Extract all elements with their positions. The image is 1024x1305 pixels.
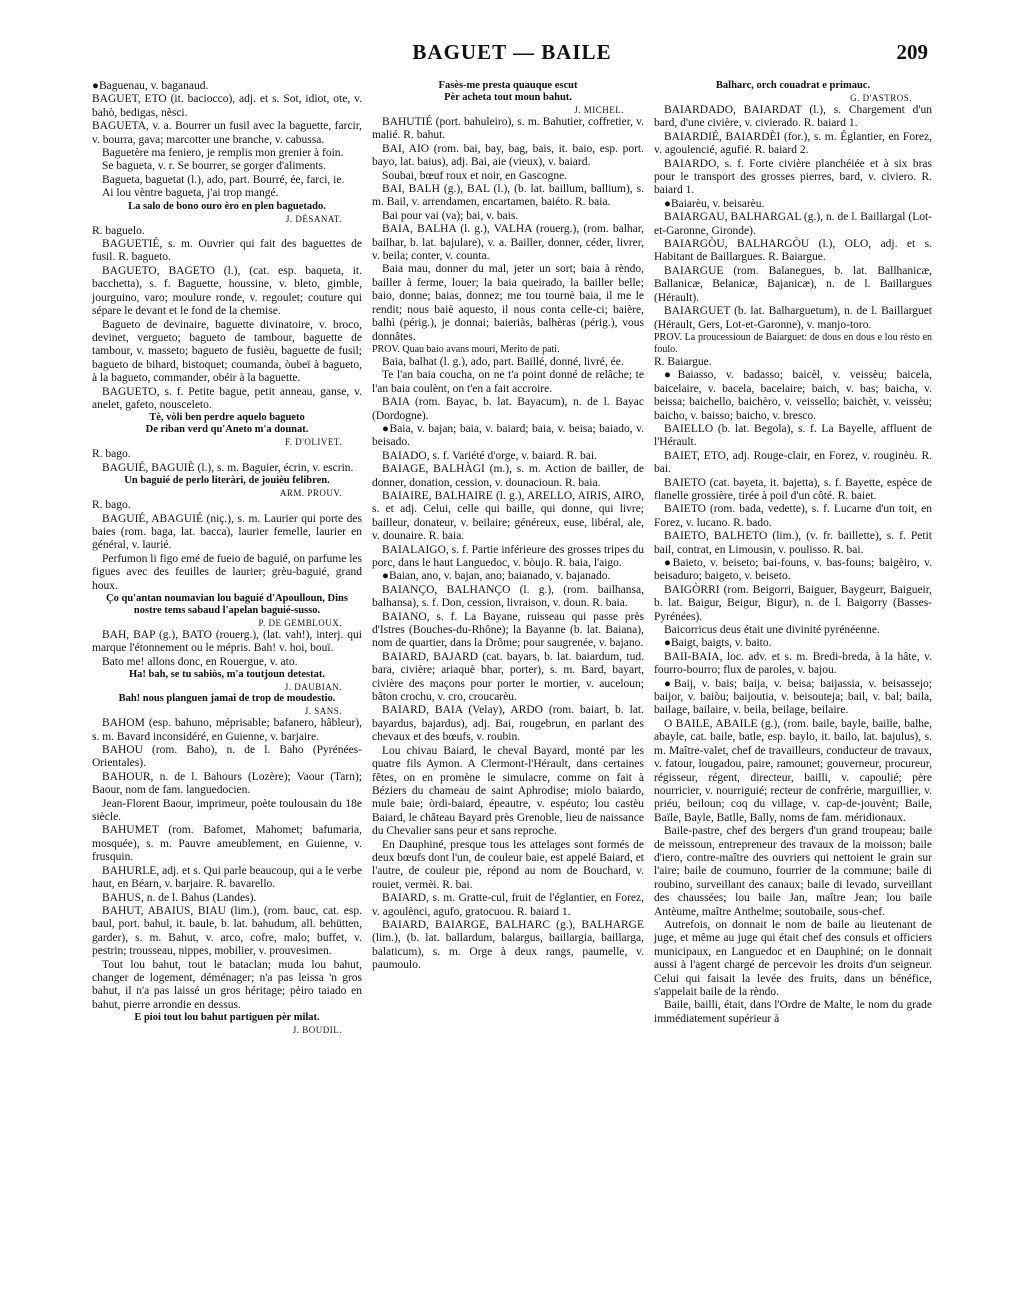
dictionary-entry: BAGUIÉ, ABAGUIÉ (niç.), s. m. Laurier qui porte des baies (rom. baga, lat. bacca), laurier femelle, laurier en général, v. laurié.	[92, 512, 362, 552]
dictionary-entry: BAHOU (rom. Baho), n. de l. Baho (Pyrénées-Orientales).	[92, 744, 362, 770]
page-header	[0, 40, 1024, 70]
dictionary-entry: ●Baiasso, v. badasso; baicèl, v. veissèu; baicela, baicelaire, v. bacela, bacelaire; baich, v. bas; baicha, v. beissa; baichello, baichèro, v. veissello; baichèt, v. veissèu; baicho, v. baisso; baicho, v. bresco.	[654, 369, 932, 422]
dictionary-entry: R. baguelo.	[92, 224, 145, 237]
citation-verse: Fasès-me presta quauque escut	[438, 80, 578, 91]
dictionary-entry: BAGUET, ETO (it. baciocco), adj. et s. Sot, idiot, ote, v. bahò, bedigas, nèsci.	[92, 93, 362, 119]
dictionary-entry: BAH, BAP (g.), BATO (rouerg.), (lat. vah!), interj. qui marque l'étonnement ou le mépris. Bah! v. hoi, bouï.	[92, 629, 362, 655]
dictionary-entry: Bagueto de devinaire, baguette divinatoire, v. broco, devinet, vergueto; bagueto de tambour, baguette de tambour, v. masseto; bagueto de fusièu, baguette de fusil; bagueto de bihard, bistoquet; coumanda, òubeï à bagueto, à la bagueto, commander, obéir à la baguette.	[92, 318, 362, 385]
dictionary-entry: BAIARDO, s. f. Forte civière planchéiée et à six bras pour le transport des grosses pierres, bard, v. civiero. R. baiard 1.	[654, 157, 932, 197]
dictionary-entry: Se bagueta, v. r. Se bourrer, se gorger d'aliments.	[102, 160, 326, 173]
dictionary-entry: BAIARD, BAIA (Velay), ARDO (rom. baiart, b. lat. bayardus, bajardus), adj. Bai, rougebrun, en parlant des chevaux et des bœufs, v. roubin.	[372, 704, 644, 744]
citation-author: ARM. PROUV.	[279, 488, 342, 499]
dictionary-entry: BAII-BAIA, loc. adv. et s. m. Bredi-breda, à la hâte, v. fourro-bourro; flux de paroles, v. bajou.	[654, 650, 932, 677]
citation-author: J. DAUBIAN.	[284, 682, 342, 693]
dictionary-entry: BAIA, BALHA (l. g.), VALHA (rouerg.), (rom. balhar, bailhar, b. lat. bajulare), v. a. Bailler, donner, céder, livrer, v. beila; conter, v. counta.	[372, 223, 644, 263]
dictionary-entry: O BAILE, ABAILE (g.), (rom. baile, bayle, baille, balhe, abayle, cat. baile, batle, esp. baylo, it. bailo, lat. bajulus), s. m. Maître-valet, chef de travailleurs, conducteur de travaux, v. fatour, lougadou, paire, ramounet; gouverneur, procureur, régisseur, régent, directeur, bailli, v. capoulié; père nourricier, v. nourriguié; recteur de confrérie, marguillier, v. priéu, beiloun; coq du village, v. cap-de-jouvènt; Baile, Baïle, Bayle, Batlle, Bally, noms de fam. méridionaux.	[654, 717, 932, 824]
dictionary-entry: Baile-pastre, chef des bergers d'un grand troupeau; baile de meissoun, entrepreneur des travaux de la moisson; baile d'iero, contre-maître des ouvriers qui nettoient le grain sur l'aire; baile de coumuno, fourrier de la commune; baile di roubino, surveillant des canaux; baile di levado, surveillant des chaussées; lou baile Jan, maître Jean; lou baile Antèume, maître Anthelme; soutobaile, sous-chef.	[654, 825, 932, 918]
dictionary-entry: BAGUETA, v. a. Bourrer un fusil avec la baguette, farcir, v. bourra, gava; marcotter une branche, v. cabussa.	[92, 120, 362, 146]
dictionary-entry: BAIELLO (b. lat. Begola), s. f. La Bayelle, affluent de l'Hérault.	[654, 422, 932, 449]
dictionary-entry: BAIARGUE (rom. Balanegues, b. lat. Ballhanicæ, Ballanicæ, Belanicæ, Bajanicæ), n. de l. Baillargues (Hérault).	[654, 264, 932, 304]
dictionary-entry: Baia, balhat (l. g.), ado, part. Baillé, donné, livré, ée.	[382, 355, 624, 368]
citation-verse: La salo de bono ouro èro en plen baguetado.	[128, 200, 326, 212]
dictionary-entry: BAIGÒRRI (rom. Beigorri, Baiguer, Baygeurr, Baigueir, b. lat. Baigur, Beigur, Bigur), n. de l. Baigorry (Basses-Pyrénées).	[654, 583, 932, 623]
dictionary-entry: BAIETO (rom. bada, vedette), s. f. Lucarne d'un toit, en Forez, v. lucano. R. bado.	[654, 503, 932, 529]
dictionary-entry: ●Baij, v. bais; baija, v. beisa; baijassia, v. beisassejo; baijor, v. baiòu; baijoutia, v. beisouteja; bail, v. bal; baila, bailage, bailaire, v. beila, beilage, beilaire.	[654, 677, 932, 717]
dictionary-entry: Baile, bailli, était, dans l'Ordre de Malte, le nom du grade immédiatement supérieur à	[654, 999, 932, 1025]
dictionary-entry: ●Baia, v. bajan; baia, v. baiard; baia, v. beisa; baiado, v. beisado.	[372, 422, 644, 449]
citation-verse: Bah! nous planguen jamai de trop de moudestio.	[118, 693, 336, 705]
dictionary-entry: BAGUETO, s. f. Petite bague, petit anneau, ganse, v. anelet, gafeto, nousceleto.	[92, 385, 362, 411]
dictionary-entry: BAIARDADO, BAIARDAT (l.), s. Chargement d'un bard, d'une civière, v. civierado. R. baiard 1.	[654, 104, 932, 130]
dictionary-entry: BAIARDIÉ, BAIARDÈI (for.), s. m. Églantier, en Forez, v. agoulencié, agufié. R. baiard 2.	[654, 130, 932, 157]
dictionary-entry: ●Baian, ano, v. bajan, ano; baianado, v. bajanado.	[382, 570, 611, 583]
citation-verse: Ço qu'antan noumavian lou baguié d'Apoulloun, Dins nostre tems sabaud l'apelan baguié-susso.	[106, 593, 348, 616]
dictionary-entry: BAIETO, BALHETO (lim.), (v. fr. baillette), s. f. Petit bail, contrat, en Limousin, v. poulisso. R. bai.	[654, 530, 932, 556]
dictionary-entry: BAIARD, BAJARD (cat. bayars, b. lat. baiardum, tud. bara, civière; ariaquè bhar, porter), s. m. Bard, bayart, civière des maçons pour porter le mortier, v. auceloun; bâton crochu, v. cro, croucarèu.	[372, 650, 644, 704]
dictionary-entry: Perfumon li figo emé de fueio de baguié, on parfume les figues avec des feuilles de laurier; grèu-baguié, grand houx.	[92, 552, 362, 592]
column-left	[92, 80, 362, 1036]
citation-author: F. D'OLIVET.	[285, 437, 342, 448]
dictionary-entry: BAIA (rom. Bayac, b. lat. Bayacum), n. de l. Bayac (Dordogne).	[372, 396, 644, 422]
dictionary-entry: Bai pour vai (va); bai, v. bais.	[382, 209, 519, 222]
page-number: 209	[896, 40, 928, 64]
dictionary-entry: BAGUIÉ, BAGUIÈ (l.), s. m. Baguier, écrin, v. escrin.	[102, 461, 354, 474]
dictionary-entry: En Dauphiné, presque tous les attelages sont formés de deux bœufs dont l'un, de couleur baie, est appelé Baiard, et l'autre, de couleur pie, répond au nom de Bouchard, v. rouiet, vermèi. R. bai.	[372, 838, 644, 891]
dictionary-entry: Te l'an baia coucha, on ne t'a point donné de relâche; te l'an baia coulènt, on t'en a fait accroire.	[372, 369, 644, 395]
dictionary-entry: Baia mau, donner du mal, jeter un sort; baia à rèndo, bailler à ferme, louer; la baia queirado, la bailler belle; baio, donne; baias, donnez; me tou tournè baia, il me le rendit; nous baiè aquesto, il nous conta celle-ci; baière, balhì (périg.), je donnai; baieriàs, balhèras (périg.), vous donnâtes.	[372, 263, 644, 343]
citation-verse: Tè, vòli ben perdre aquelo bagueto	[149, 412, 305, 424]
dictionary-entry: ●Baguenau, v. baganaud.	[92, 80, 209, 92]
dictionary-entry: Tout lou bahut, tout le bataclan; muda lou bahut, changer de logement, déménager; n'a pas leissa 'n gros bahut, il n'a pas laissé un gros héritage; pèiro taiado en bahut, pierre arrondie en dessus.	[92, 958, 362, 1011]
dictionary-entry: BAIAIRE, BALHAIRE (l. g.), ARELLO, AIRIS, AIRO, s. et adj. Celui, celle qui baille, qui donne, qui livre; bailleur, donateur, v. beilaire; généreux, euse, libéral, ale, v. dounaire. R. baia.	[372, 489, 644, 543]
citation-author: J. MICHEL.	[574, 105, 624, 115]
running-head: BAGUET — BAILE	[412, 40, 612, 64]
dictionary-entry: BAIET, ETO, adj. Rouge-clair, en Forez, v. rouginèu. R. bai.	[654, 449, 932, 476]
dictionary-entry: Baicorricus deus était une divinité pyrénéenne.	[664, 624, 880, 637]
dictionary-entry: R. bago.	[92, 499, 131, 512]
dictionary-entry: BAI, BALH (g.), BAL (l.), (b. lat. baillum, ballium), s. m. Bail, v. arrendamen, encartamen, baiéto. R. baia.	[372, 183, 644, 209]
dictionary-entry: BAIADO, s. f. Variété d'orge, v. baiard. R. bai.	[382, 449, 597, 462]
citation-verse: Ha! bah, se tu sabiòs, m'a toutjoun detestat.	[128, 669, 325, 681]
dictionary-entry: Bato me! allons donc, en Rouergue, v. ato.	[102, 655, 298, 668]
citation-author: J. SANS.	[304, 706, 342, 717]
dictionary-entry: BAIARD, BAIARGE, BALHARC (g.), BALHARGE (lim.), (b. lat. ballardum, balargus, baillargia, baillarga, balaticum), s. m. Orge à deux rangs, paumelle, v. paumoulo.	[372, 918, 644, 972]
citation-verse: Balharc, orch couadrat e primauc.	[715, 80, 871, 91]
citation-author: J. BOUDIL.	[292, 1025, 342, 1036]
dictionary-entry: BAIANO, s. f. La Bayane, ruisseau qui passe près d'Istres (Bouches-du-Rhône); la Bayanne (b. lat. Baiana), nom de quartier, dans la Drôme; pour saugrenée, v. bajano.	[372, 610, 644, 650]
dictionary-entry: Jean-Florent Baour, imprimeur, poète toulousain du 18e siècle.	[92, 797, 362, 824]
dictionary-entry: BAGUETIÉ, s. m. Ouvrier qui fait des baguettes de fusil. R. bagueto.	[92, 238, 362, 264]
dictionary-entry: BAGUETO, BAGETO (l.), (cat. esp. baqueta, it. bacchetta), s. f. Baguette, houssine, v. bleto, gimble, jourguino, varo; moulure ronde, v. regoulet; couture qui sépare le devant et le fond de la chemise.	[92, 264, 362, 318]
dictionary-entry: BAIARGÒU, BALHARGÒU (l.), OLO, adj. et s. Habitant de Baillargues. R. Baiargue.	[654, 238, 932, 264]
citation-verse: De riban verd qu'Aneto m'a dounat.	[145, 424, 309, 436]
citation-author: G. D'ASTROS.	[850, 93, 912, 103]
dictionary-entry: BAHURLE, adj. et s. Qui parle beaucoup, qui a le verbe haut, en Béarn, v. barjaire. R. bavarello.	[92, 864, 362, 891]
column-middle	[372, 80, 644, 973]
dictionary-entry: Autrefois, on donnait le nom de baile au lieutenant de juge, et même au juge qui était chef des consuls et officiers municipaux, en Languedoc et en Dauphiné; on le donnait aussi à l'agent chargé de percevoir les droits d'un seigneur. Celui qui faisait la levée des fruits, dans un bénéfice, s'appelait baile de la rèndo.	[654, 918, 932, 998]
dictionary-entry: BAHUTIÉ (port. bahuleiro), s. m. Bahutier, coffretier, v. malié. R. bahut.	[372, 116, 644, 142]
dictionary-entry: BAIETO (cat. bayeta, it. bajetta), s. f. Bayette, espèce de flanelle grossière, tirée à poil d'un côté. R. baiet.	[654, 476, 932, 502]
dictionary-entry: R. bago.	[92, 448, 131, 461]
dictionary-entry: BAI, AIO (rom. bai, bay, bag, bais, it. baio, esp. port. bayo, lat. baius), adj. Bai, aie (vieux), v. baiard.	[372, 142, 644, 169]
dictionary-entry: BAIANÇO, BALHANÇO (l. g.), (rom. bailhansa, balhansa), s. f. Don, cession, livraison, v. doun. R. baia.	[372, 583, 644, 610]
citation-author: P. DE GEMBLOUX.	[258, 618, 342, 628]
citation-verse: Un baguié de perlo literàri, de jouièu felibren.	[124, 475, 330, 487]
dictionary-entry: Lou chivau Baiard, le cheval Bayard, monté par les quatre fils Aymon. A Clermont-l'Hérault, dans certaines fêtes, on en promène le simulacre, comme on fait à Béziers du chameau de saint Aphrodise; miolo baiardo, mule baie; òrdi-baiard, épeautre, v. espéuto; lou castèu Baiard, le château Bayard près Grenoble, lieu de naissance du Chevalier sans peur et sans reproche.	[372, 744, 644, 838]
dictionary-entry: BAIARGAU, BALHARGAL (g.), n. de l. Baillargal (Lot-et-Garonne, Gironde).	[654, 211, 932, 237]
dictionary-entry: BAIAGE, BALHÀGI (m.), s. m. Action de bailler, de donner, donation, cession, v. dounacioun. R. baia.	[372, 463, 644, 489]
dictionary-entry: R. Baiargue.	[654, 355, 712, 368]
dictionary-entry: BAHUT, ABAIUS, BIAU (lim.), (rom. bauc, cat. esp. baul, port. bahul, it. baule, b. lat. bahudum, all. behütten, garder), s. m. Bahut, v. arco, cofre, malo; buffet, v. pestrin; trousseau, nippes, mobilier, v. prouvesimen.	[92, 904, 362, 958]
dictionary-entry: BAIARD, s. m. Gratte-cul, fruit de l'églantier, en Forez, v. agoulènci, agufo, gratocuou. R. baiard 1.	[372, 892, 644, 918]
dictionary-entry: ●Baigt, baigts, v. baito.	[664, 637, 772, 650]
dictionary-entry: Baguetère ma feniero, je remplis mon grenier à foin.	[102, 147, 344, 160]
dictionary-entry: BAHUS, n. de l. Bahus (Landes).	[102, 891, 257, 904]
dictionary-entry: Soubai, bœuf roux et noir, en Gascogne.	[382, 169, 568, 182]
dictionary-entry: PROV. La proucessioun de Baiarguet: de dous en dous e lou rèsto en foulo.	[654, 331, 932, 355]
column-right	[654, 80, 932, 1026]
dictionary-entry: BAHOUR, n. de l. Bahours (Lozère); Vaour (Tarn); Baour, nom de fam. languedocien.	[92, 770, 362, 797]
dictionary-entry: BAIALAIGO, s. f. Partie inférieure des grosses tripes du porc, dans le haut Languedoc, v. bòujo. R. baia, l'aigo.	[372, 543, 644, 569]
dictionary-entry: BAHUMET (rom. Bafomet, Mahomet; bafumaria, mosquée), s. m. Pauvre ameublement, en Guienne, v. frusquin.	[92, 824, 362, 864]
dictionary-entry: Ai lou vèntre bagueta, j'ai trop mangé.	[102, 187, 279, 200]
citation-author: J. DÉSANAT.	[285, 213, 342, 224]
dictionary-entry: BAHOM (esp. bahuno, méprisable; bafanero, hâbleur), s. m. Bavard inconsidéré, en Guienne, v. barjaire.	[92, 717, 362, 743]
citation-verse: E pioi tout lou bahut partiguen pèr milat.	[134, 1012, 320, 1024]
citation-verse: Pèr acheta tout moun bahut.	[444, 92, 572, 103]
dictionary-entry: PROV. Quau baio avans mouri, Merito de pati.	[372, 343, 560, 355]
dictionary-entry: ●Baieto, v. beiseto; bai-founs, v. bas-founs; baigèiro, v. beisaduro; baigeto, v. beiseto.	[654, 557, 932, 583]
dictionary-entry: ●Baiarèu, v. beisarèu.	[664, 197, 765, 210]
dictionary-entry: Bagueta, baguetat (l.), ado, part. Bourré, ée, farci, ie.	[102, 173, 345, 186]
dictionary-entry: BAIARGUET (b. lat. Balharguetum), n. de l. Baillarguet (Hérault, Gers, Lot-et-Garonne), v. manjo-toro.	[654, 305, 932, 331]
